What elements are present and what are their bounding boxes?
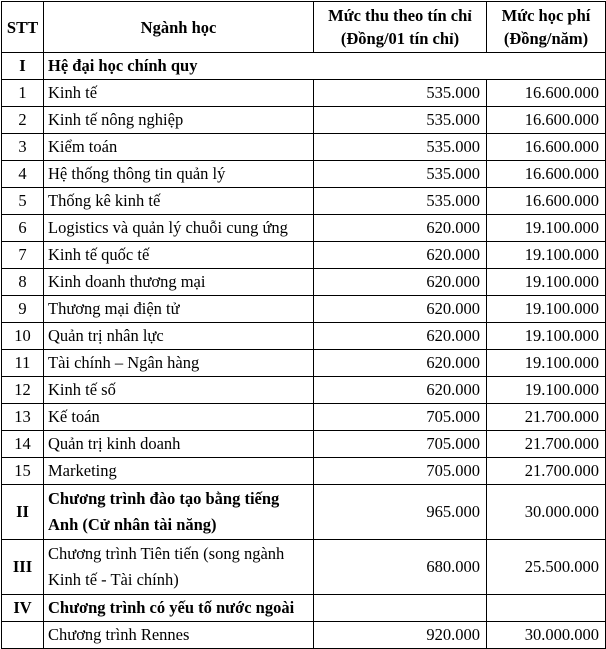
fee-per-credit: 705.000 [314, 431, 487, 458]
annual-fee: 16.600.000 [487, 161, 606, 188]
section-row [2, 595, 606, 622]
section-row [2, 540, 606, 595]
table-row [2, 269, 606, 296]
section-title: Chương trình đào tạo bằng tiếng Anh (Cử nhân tài năng) [44, 485, 314, 540]
tuition-table [1, 1, 606, 649]
annual-fee: 16.600.000 [487, 134, 606, 161]
fee-per-credit: 620.000 [314, 350, 487, 377]
row-stt: 12 [2, 377, 44, 404]
major-name: Marketing [44, 458, 314, 485]
row-stt: 8 [2, 269, 44, 296]
table-row [2, 323, 606, 350]
row-stt: 5 [2, 188, 44, 215]
row-stt: 1 [2, 80, 44, 107]
fee-per-credit: 965.000 [314, 485, 487, 540]
table-row [2, 188, 606, 215]
table-row [2, 431, 606, 458]
fee-per-credit: 620.000 [314, 377, 487, 404]
row-stt: 15 [2, 458, 44, 485]
major-name: Thương mại điện tử [44, 296, 314, 323]
fee-per-credit: 620.000 [314, 242, 487, 269]
row-stt: 2 [2, 107, 44, 134]
fee-per-credit: 705.000 [314, 404, 487, 431]
fee-per-credit: 620.000 [314, 215, 487, 242]
section-title: Chương trình có yếu tố nước ngoài [44, 595, 314, 622]
section-row [2, 485, 606, 540]
fee-per-credit: 920.000 [314, 622, 487, 649]
table-row [2, 404, 606, 431]
empty-cell [314, 595, 487, 622]
major-name: Quản trị nhân lực [44, 323, 314, 350]
row-stt: 3 [2, 134, 44, 161]
major-name: Thống kê kinh tế [44, 188, 314, 215]
major-name: Kinh tế [44, 80, 314, 107]
fee-per-credit: 535.000 [314, 80, 487, 107]
header-fee-per-credit: Mức thu theo tín chỉ (Đồng/01 tín chỉ) [314, 2, 487, 53]
annual-fee: 16.600.000 [487, 107, 606, 134]
table-row [2, 350, 606, 377]
major-name: Kinh doanh thương mại [44, 269, 314, 296]
section-row [2, 53, 606, 80]
table-row [2, 377, 606, 404]
major-name: Quản trị kinh doanh [44, 431, 314, 458]
annual-fee: 21.700.000 [487, 458, 606, 485]
row-stt: 6 [2, 215, 44, 242]
section-stt: III [2, 540, 44, 595]
fee-per-credit: 680.000 [314, 540, 487, 595]
row-stt: 4 [2, 161, 44, 188]
fee-per-credit: 620.000 [314, 296, 487, 323]
section-stt: I [2, 53, 44, 80]
fee-per-credit: 620.000 [314, 269, 487, 296]
row-stt: 10 [2, 323, 44, 350]
major-name: Tài chính – Ngân hàng [44, 350, 314, 377]
annual-fee: 16.600.000 [487, 80, 606, 107]
table-body [2, 53, 606, 80]
annual-fee: 19.100.000 [487, 269, 606, 296]
empty-cell [487, 595, 606, 622]
header-annual-fee: Mức học phí (Đồng/năm) [487, 2, 606, 53]
row-stt: 14 [2, 431, 44, 458]
table-row [2, 215, 606, 242]
table-row [2, 296, 606, 323]
header-row [2, 2, 606, 53]
major-name: Kiểm toán [44, 134, 314, 161]
row-stt: 7 [2, 242, 44, 269]
annual-fee: 30.000.000 [487, 622, 606, 649]
row-stt: 13 [2, 404, 44, 431]
major-name: Kinh tế nông nghiệp [44, 107, 314, 134]
major-name: Kinh tế số [44, 377, 314, 404]
table-row [2, 107, 606, 134]
table-row [2, 622, 606, 649]
table-row [2, 134, 606, 161]
annual-fee: 19.100.000 [487, 350, 606, 377]
empty-cell [2, 622, 44, 649]
section-title: Hệ đại học chính quy [44, 53, 606, 80]
header-stt: STT [2, 2, 44, 53]
annual-fee: 21.700.000 [487, 431, 606, 458]
section-title: Chương trình Tiên tiến (song ngành Kinh tế - Tài chính) [44, 540, 314, 595]
table-row [2, 242, 606, 269]
major-name: Kế toán [44, 404, 314, 431]
row-stt: 11 [2, 350, 44, 377]
fee-per-credit: 535.000 [314, 134, 487, 161]
table-row [2, 161, 606, 188]
major-name: Chương trình Rennes [44, 622, 314, 649]
section-stt: IV [2, 595, 44, 622]
annual-fee: 30.000.000 [487, 485, 606, 540]
major-name: Logistics và quản lý chuỗi cung ứng [44, 215, 314, 242]
section-stt: II [2, 485, 44, 540]
annual-fee: 21.700.000 [487, 404, 606, 431]
annual-fee: 16.600.000 [487, 188, 606, 215]
annual-fee: 19.100.000 [487, 296, 606, 323]
annual-fee: 19.100.000 [487, 377, 606, 404]
table-row [2, 458, 606, 485]
fee-per-credit: 535.000 [314, 188, 487, 215]
table-row [2, 80, 606, 107]
header-major: Ngành học [44, 2, 314, 53]
fee-per-credit: 535.000 [314, 107, 487, 134]
major-rows [2, 80, 606, 485]
row-stt: 9 [2, 296, 44, 323]
fee-per-credit: 620.000 [314, 323, 487, 350]
annual-fee: 19.100.000 [487, 215, 606, 242]
annual-fee: 19.100.000 [487, 242, 606, 269]
major-name: Hệ thống thông tin quản lý [44, 161, 314, 188]
annual-fee: 25.500.000 [487, 540, 606, 595]
fee-per-credit: 535.000 [314, 161, 487, 188]
major-name: Kinh tế quốc tế [44, 242, 314, 269]
annual-fee: 19.100.000 [487, 323, 606, 350]
fee-per-credit: 705.000 [314, 458, 487, 485]
table-body-tail [2, 485, 606, 649]
